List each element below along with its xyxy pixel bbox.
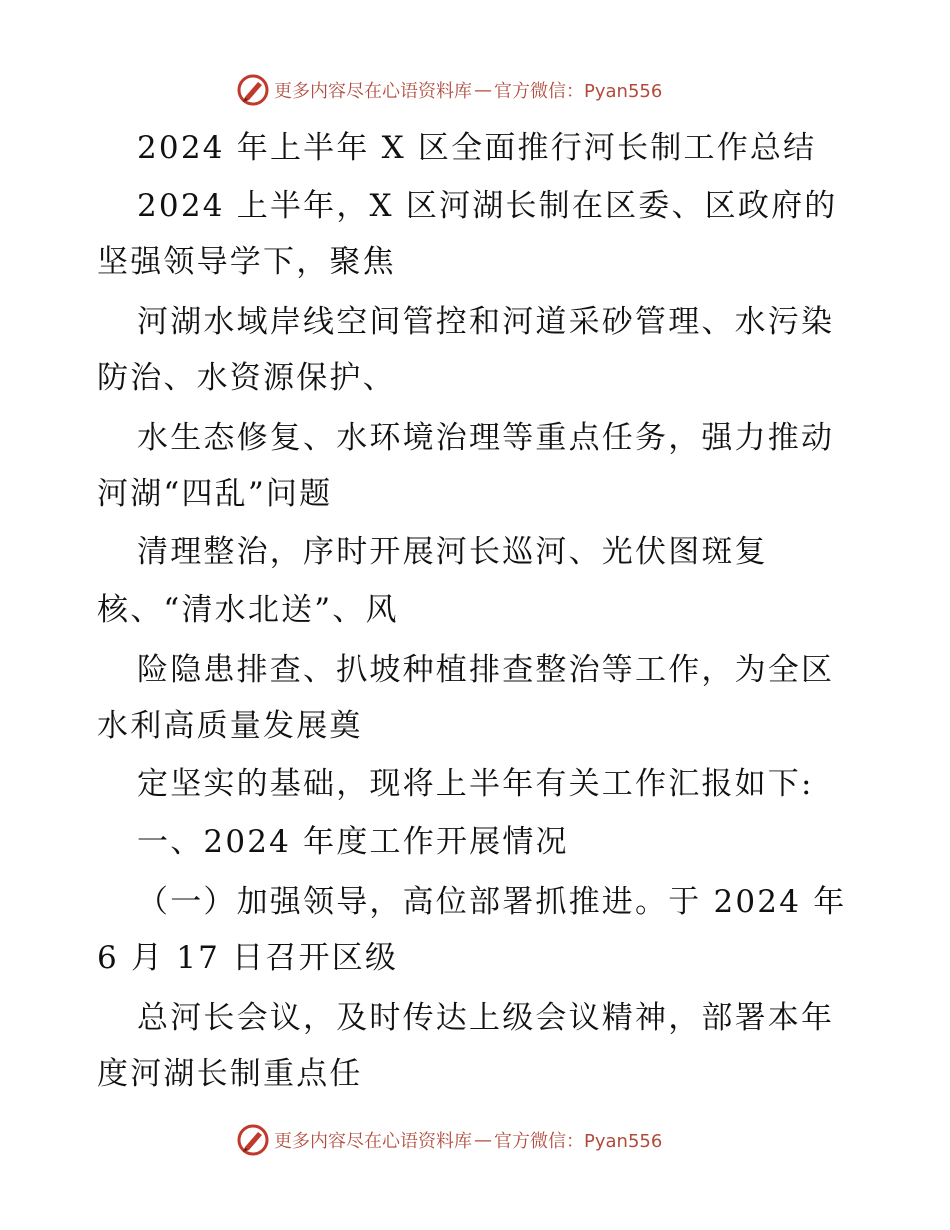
header-watermark — [236, 72, 662, 108]
doc-line: 水利高质量发展奠 — [97, 708, 363, 744]
doc-line: 河湖水域岸线空间管控和河道采砂管理、水污染 — [137, 304, 835, 340]
doc-line: 坚强领导学下，聚焦 — [97, 244, 396, 280]
doc-line: 总河长会议，及时传达上级会议精神，部署本年 — [137, 1000, 835, 1036]
doc-line: 定坚实的基础，现将上半年有关工作汇报如下: — [137, 766, 814, 802]
doc-line: 2024 上半年，X 区河湖长制在区委、区政府的 — [137, 188, 838, 224]
watermark-separator: — — [474, 79, 492, 101]
pen-logo-icon — [236, 73, 270, 107]
doc-line: （一）加强领导，高位部署抓推进。于 2024 年 — [137, 884, 847, 920]
doc-line: 6 月 17 日召开区级 — [97, 940, 399, 976]
watermark-wechat: 官方微信：Pyan556 — [494, 1131, 663, 1152]
doc-line: 河湖“四乱”问题 — [97, 476, 333, 512]
doc-title: 2024 年上半年 X 区全面推行河长制工作总结 — [137, 130, 817, 166]
section-heading: 一、2024 年度工作开展情况 — [137, 824, 569, 860]
doc-line: 险隐患排查、扒坡种植排查整治等工作，为全区 — [137, 652, 835, 688]
watermark-text: 更多内容尽在心语资料库 — [274, 1131, 472, 1152]
watermark-wechat: 官方微信：Pyan556 — [494, 81, 663, 102]
watermark-text: 更多内容尽在心语资料库 — [274, 81, 472, 102]
doc-line: 度河湖长制重点任 — [97, 1056, 363, 1092]
pen-logo-icon — [236, 1123, 270, 1157]
doc-line: 核、“清水北送”、风 — [97, 592, 399, 628]
doc-line: 清理整治，序时开展河长巡河、光伏图斑复 — [137, 534, 768, 570]
doc-line: 水生态修复、水环境治理等重点任务，强力推动 — [137, 420, 835, 456]
doc-line: 防治、水资源保护、 — [97, 360, 396, 396]
footer-watermark — [236, 1122, 662, 1158]
watermark-separator: — — [474, 1129, 492, 1151]
